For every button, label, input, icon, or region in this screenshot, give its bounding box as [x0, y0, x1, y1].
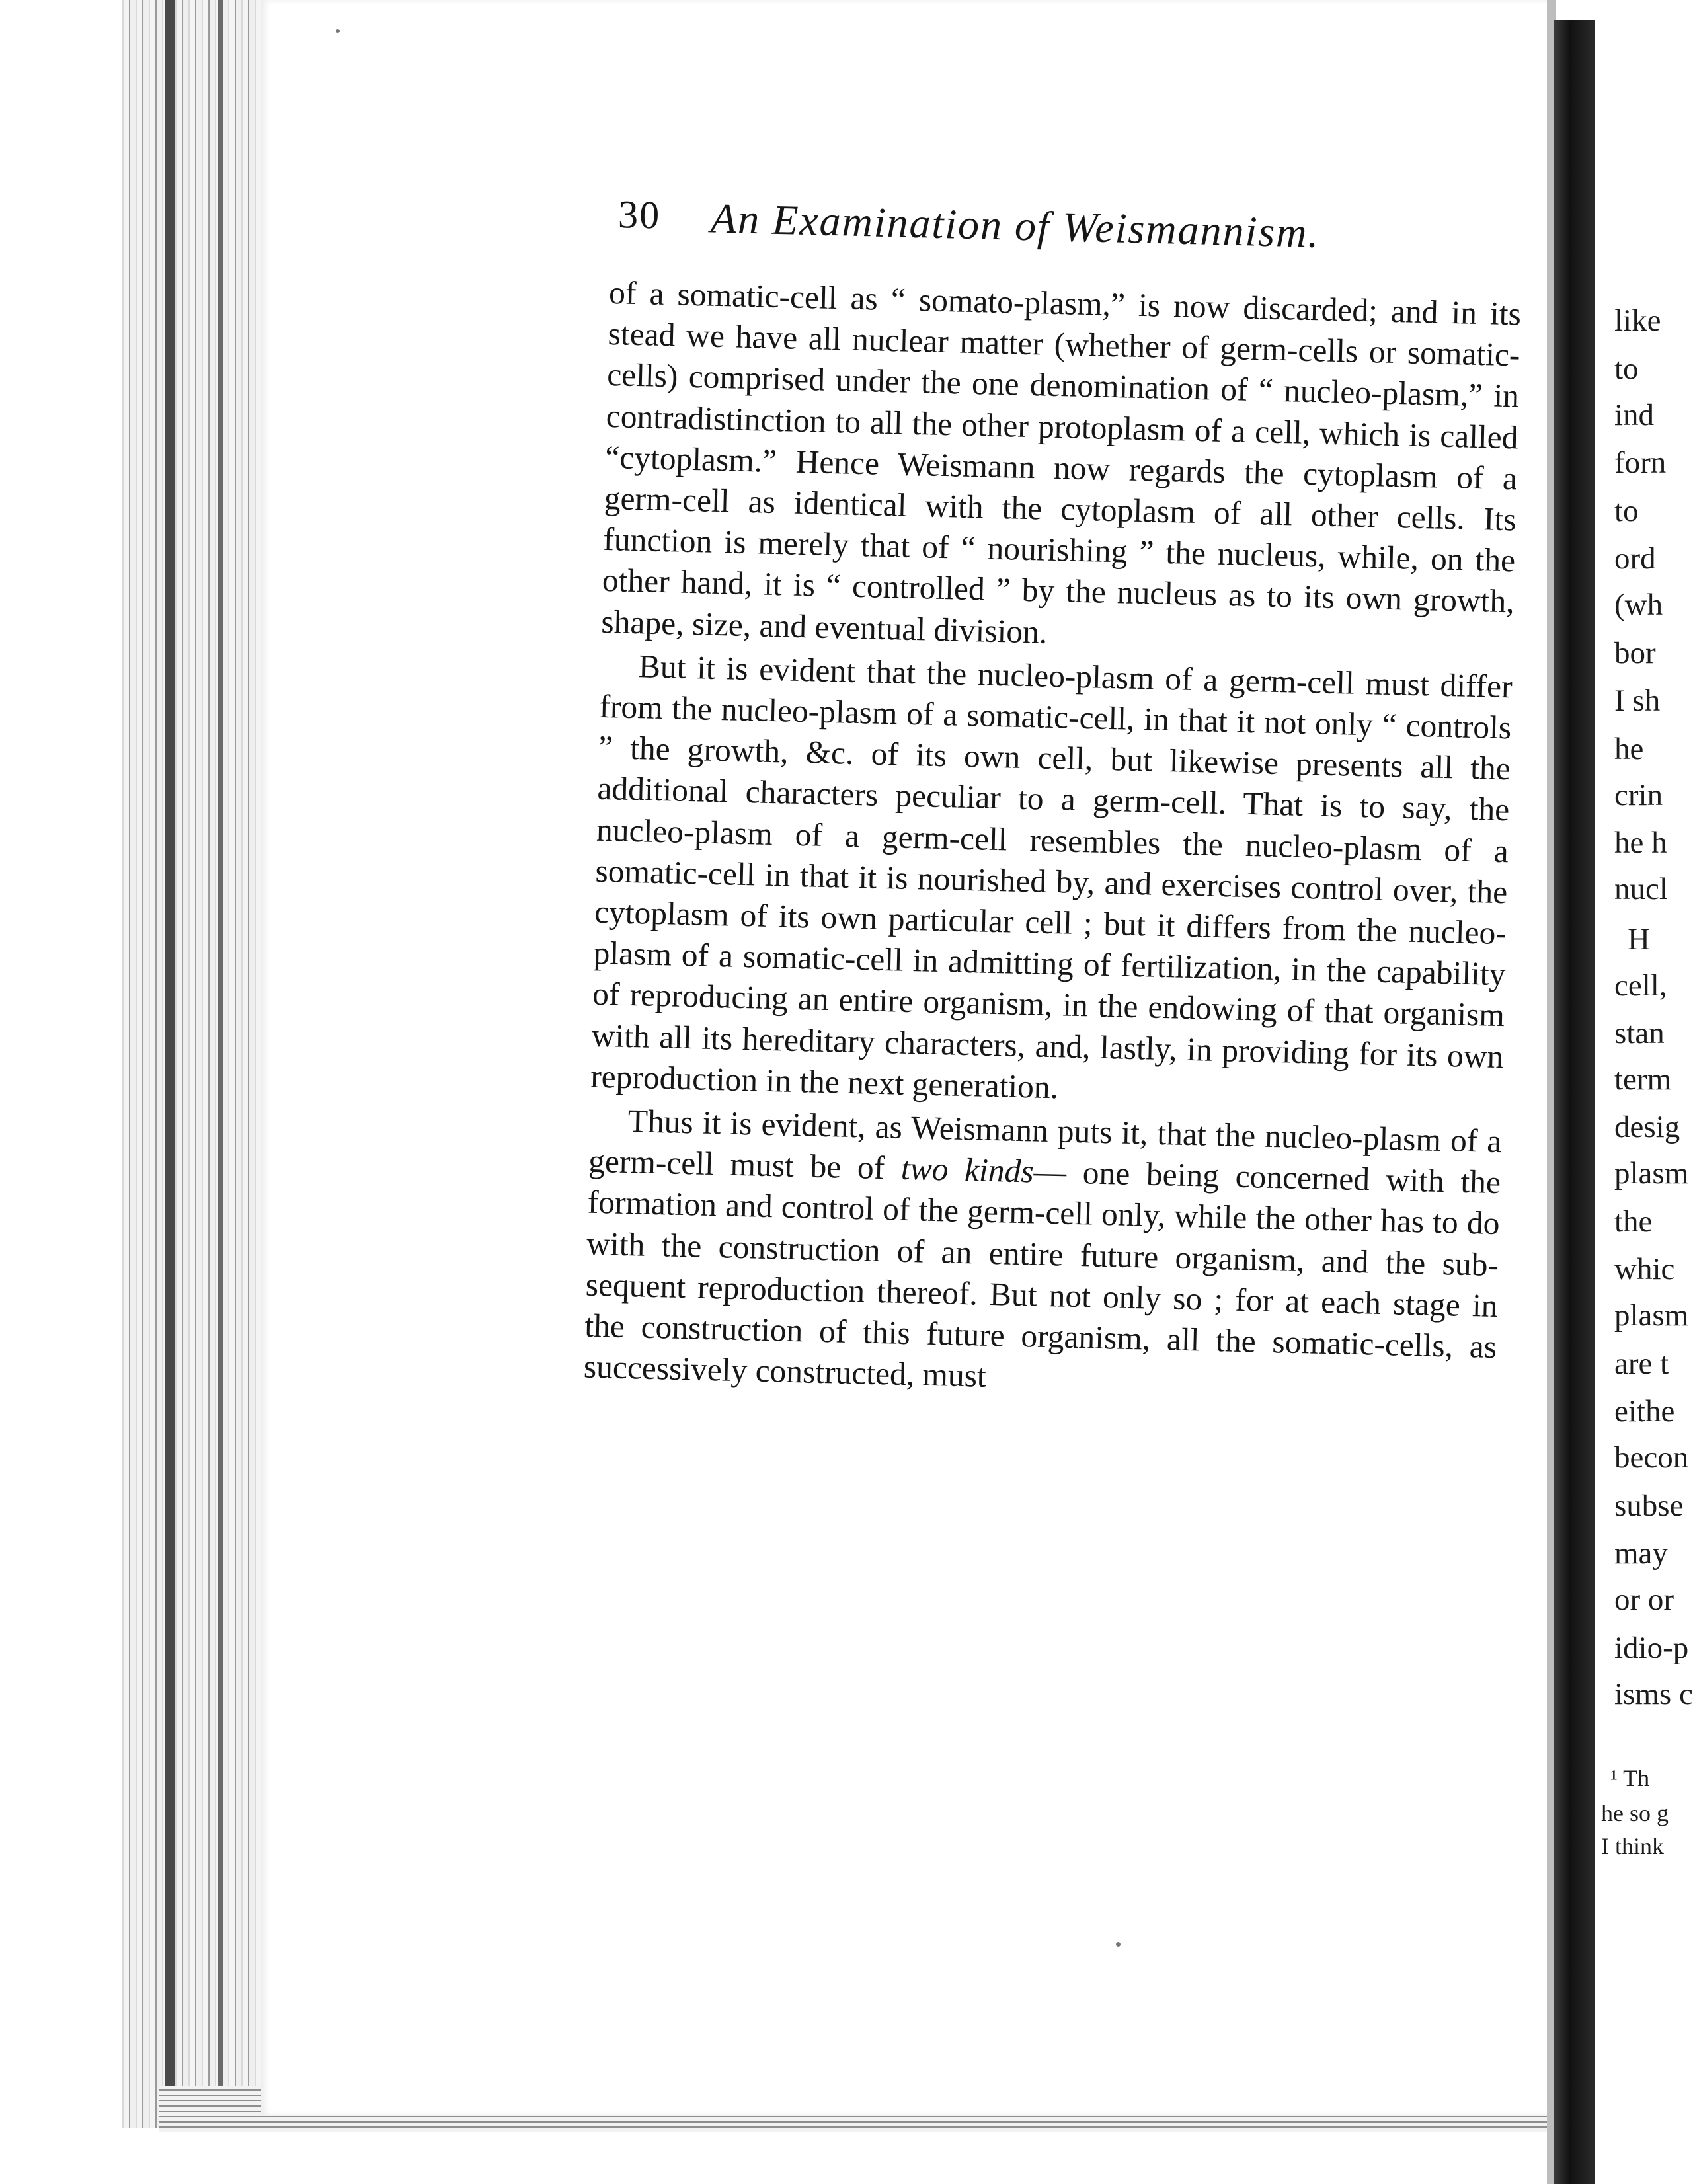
page-body-text [583, 272, 1521, 1409]
facing-page-line: idio-p [1614, 1631, 1689, 1665]
facing-page-line: whic [1614, 1252, 1675, 1286]
facing-page-line: subse [1614, 1489, 1684, 1523]
scan-speck [1116, 1942, 1121, 1947]
facing-page-footnote-line: I think [1601, 1833, 1664, 1859]
facing-page-line: I sh [1614, 683, 1661, 718]
facing-page-line: he [1614, 732, 1644, 766]
facing-page-line: cell, [1614, 968, 1667, 1003]
facing-page-line: becon [1614, 1440, 1689, 1475]
facing-page-line: eithe [1614, 1394, 1675, 1428]
facing-page-line: he h [1614, 826, 1667, 860]
book-edge-shadow-line [165, 0, 175, 2089]
facing-page-line: may [1614, 1536, 1668, 1571]
facing-page-fragment [1595, 0, 1693, 2184]
paragraph-3-italic-phrase: two kinds [900, 1150, 1035, 1190]
book-page-stack-edge [122, 0, 261, 2128]
facing-page-line: term [1614, 1062, 1672, 1097]
facing-page-line: stan [1614, 1016, 1665, 1050]
facing-page-line: to [1614, 352, 1639, 386]
scan-speck [336, 29, 340, 33]
facing-page-line: (wh [1614, 588, 1663, 622]
facing-page-line: or or [1614, 1582, 1674, 1617]
facing-page-line: forn [1614, 446, 1667, 480]
book-edge-shadow-line-inner [218, 0, 223, 2109]
facing-page-footnote-line: ¹ Th [1610, 1765, 1650, 1791]
facing-page-line: the [1614, 1204, 1653, 1239]
paragraph-3-text-start: Thus it is evident, as Weismann puts it, that the nucleo-plasm of a germ-cell must be of [588, 1103, 1503, 1187]
facing-page-line: crin [1614, 778, 1663, 812]
facing-page-line: bor [1614, 636, 1656, 670]
facing-page-line: desig [1614, 1110, 1680, 1144]
paragraph-3 [583, 1100, 1502, 1409]
running-title: An Examination of Weismannism. [710, 194, 1321, 256]
facing-page-line: are t [1614, 1346, 1669, 1381]
facing-page-line: plasm [1614, 1298, 1689, 1333]
facing-page-footnote-line: he so g [1601, 1800, 1669, 1826]
facing-page-line: nucl [1614, 872, 1668, 906]
book-gutter [1554, 20, 1595, 2184]
facing-page-line: ind [1614, 398, 1655, 432]
facing-page-line: isms c [1614, 1677, 1693, 1711]
facing-page-line: plasm [1614, 1156, 1689, 1190]
paragraph-2: But it is evident that the nucleo-plasm of a germ-cell must differ from the nucleo-plasm of a somatic-cell, in that it not only “ controls ” the growth, &c. of its own cell, but likewise presents all the additional characters peculiar to a germ-cell. That is to say, the nucleo-plasm of a germ-cell resembles the nucleo-plasm of a somatic-cell in that it is nourished by, and exercises control over, the cytoplasm of its own particular cell ; but it differs from the nucleo-plasm of a somatic-cell in admitting of fertilization, in the capability of reproducing an entire organism, in the endowing of that organism with all its hereditary characters, and, lastly, in providing for its own reproduction in the next generation. [590, 648, 1513, 1106]
facing-page-line: like [1614, 303, 1661, 338]
paragraph-3-text-end: — one being concerned with the formation and control of the germ-cell only, while the other has to do with the construction of an entire future organism, and the sub-sequent reproduction thereof. But not only so ; for at each stage in the construction of this future organism, all the somatic-cells, as successively constructed, must [583, 1153, 1501, 1395]
facing-page-line: to [1614, 494, 1639, 528]
page-number: 30 [617, 192, 662, 237]
facing-page-line: H [1628, 922, 1650, 956]
paragraph-1: of a somatic-cell as “ somato-plasm,” is now discarded; and in its stead we have all nuclear matter (whether of germ-cells or somatic-cells) comprised under the one denomination of “ nucleo-plasm,” in contradistinction to all the other protoplasm of a cell, which is called “cytoplasm.” Hence Weismann now regards the cytoplasm of a germ-cell as identical with the cytoplasm of all other cells. Its function is merely that of “ nourishing ” the nucleus, while, on the other hand, it is “ controlled ” by the nucleus as to its own growth, shape, size, and eventual division. [600, 274, 1522, 650]
facing-page-line: ord [1614, 541, 1656, 576]
